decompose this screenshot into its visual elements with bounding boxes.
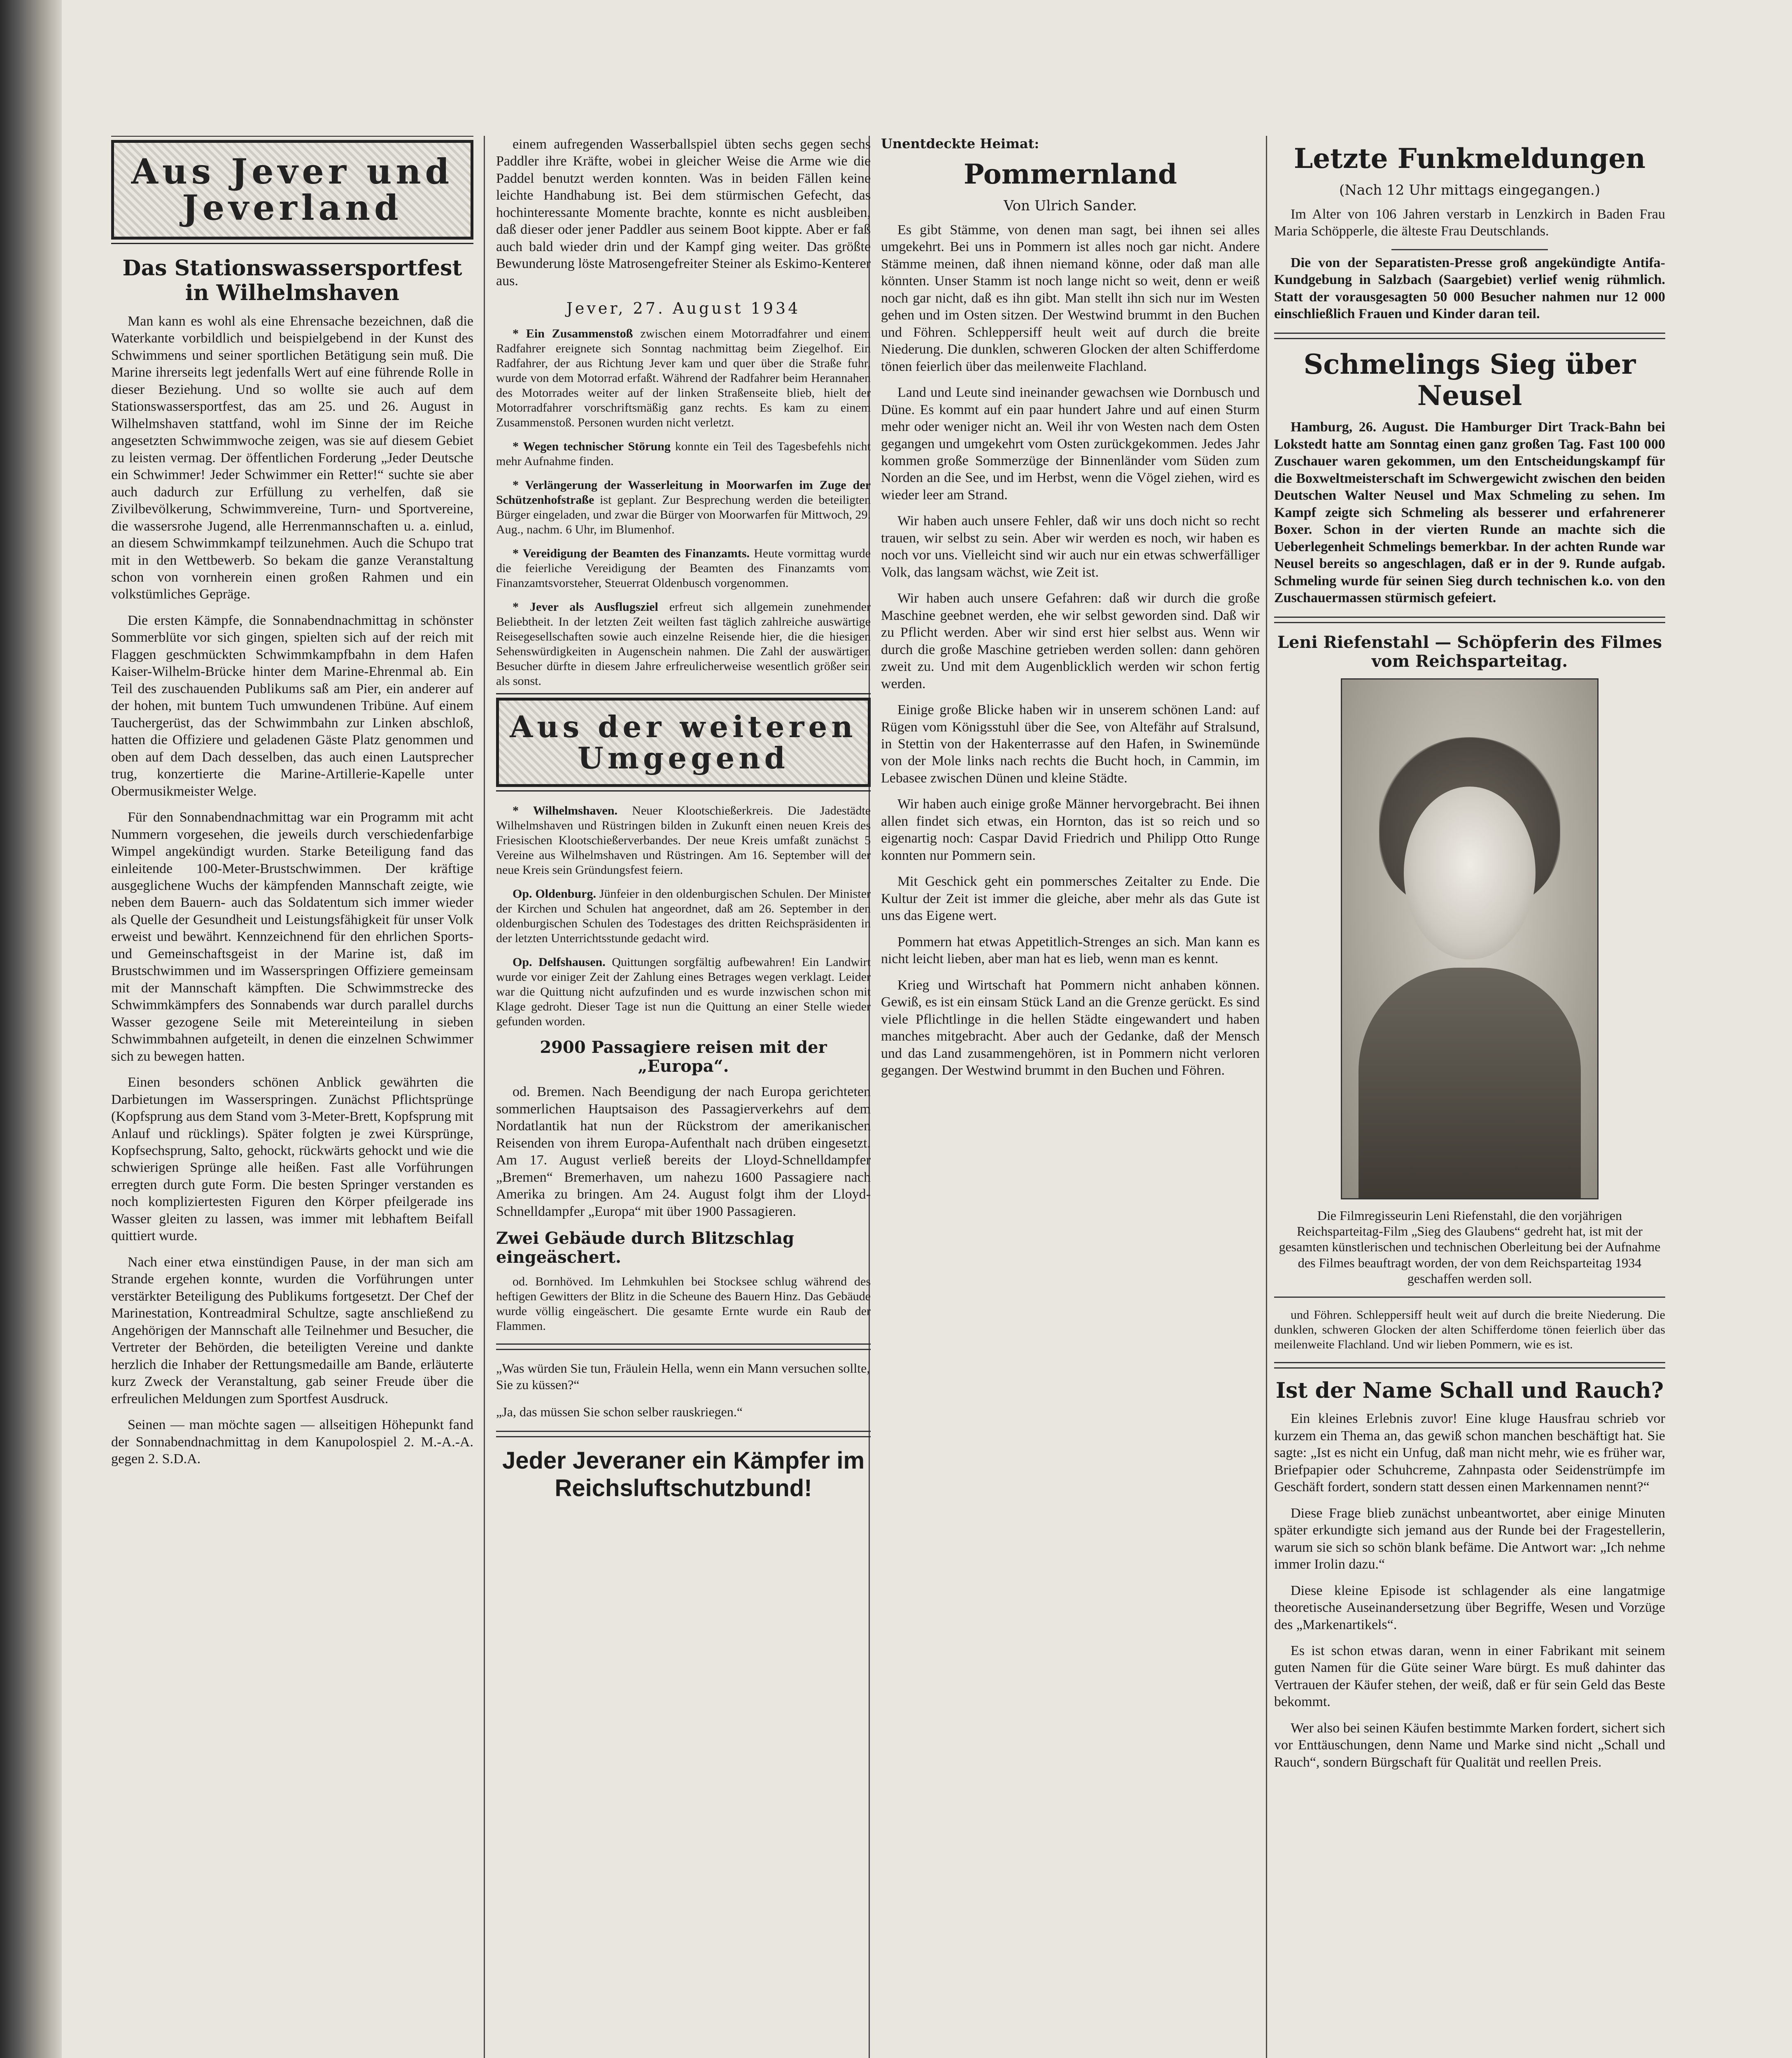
photo-caption: Die Filmregisseurin Leni Riefenstahl, die den vorjährigen Reichsparteitag-Film „Sieg des Glaubens“ gedreht hat, ist mit der gesamten künstlerischen und technischen Oberleitung bei der Aufnahme des Filmes beauftragt worden, der von dem Reichsparteitag 1934 geschaffen werden soll.: [1279, 1208, 1661, 1286]
essay-paragraph: Ein kleines Erlebnis zuvor! Eine kluge Hausfrau schrieb vor kurzem ein Thema an, das gewiß schon manchen beschäftigt hat. Sie sagte: „Ist es nicht ein Unfug, daß man nicht mehr, wie es früher war, Briefpapier oder Schuhcreme, Zahnpasta oder Seidenstrümpfe im Geschäft fordert, sondern statt dessen einen Markennamen nennt?“: [1274, 1411, 1665, 1495]
feature-paragraph: Wir haben auch einige große Männer hervorgebracht. Bei ihnen allen findet sich etwas, ein Hornton, das ist so reich und so eigenartig noch: Caspar David Friedrich und Philipp Otto Runge konnten nur Pommern sein.: [881, 796, 1260, 863]
news-note-text: Heute vormittag wurde die feierliche Vereidigung der Beamten des Finanzamts vom Finanzamtsvorsteher, Steuerrat Oldenbusch vorgenommen.: [496, 547, 871, 590]
news-note-lead: * Jever als Ausflugsziel: [513, 600, 658, 614]
article-paragraph: einem aufregenden Wasserballspiel übten sechs gegen sechs Paddler ihre Kräfte, wobei in gleicher Weise die Arme wie die Paddel benutzt werden konnten. Was in beiden Fällen keine leichte Handhabung ist. Bei dem stürmischen Gefecht, das hochinteressante Momente brachte, konnte es nicht ausbleiben, daß dieser oder jener Paddler aus seinem Boot kippte. Aber er faß auch bald wieder drin und der Kampf ging weiter. Das größte Bewunderung löste Matrosengefreiter Steiner als Eskimo-Kenterer aus.: [496, 137, 871, 289]
continued-text: und Föhren. Schleppersiff heult weit auf durch die breite Niederung. Die dunklen, schweren Glocken der alten Schifferdome tönen feierlich über das meilenweite Flachland. Und wir lieben Pommern, wie es ist.: [1274, 1308, 1665, 1351]
region-note-lead: * Wilhelmshaven.: [513, 804, 618, 818]
news-note-text: erfreut sich allgemein zunehmender Beliebtheit. In der letzten Zeit weilten fast täglich zahlreiche auswärtige Reisegesellschaften sowie auch einzelne Reisende hier, die die hiesigen Sehenswürdigkeiten in Augenschein nahmen. Die Zahl der auswärtigen Besucher dürfte in diesem Jahre erfreulicherweise wesentlich größer sein als sonst.: [496, 600, 871, 688]
divider: [496, 1343, 871, 1350]
section-masthead: Aus Jever und Jeverland: [111, 140, 473, 240]
column-latest-news: [1274, 136, 1665, 2058]
slogan-banner: Jeder Jeveraner ein Kämpfer im Reichsluftschutzbund!: [502, 1447, 865, 1502]
news-note-lead: * Wegen technischer Störung: [513, 440, 671, 454]
region-note-text: Neuer Klootschießerkreis. Die Jadestädte Wilhelmshaven und Rüstringen bilden in Zukunft einen neuen Kreis des Friesischen Klootschießerverbandes. Der neue Kreis umfaßt zunächst 5 Vereine aus Wilhelmshaven und Rüstringen. Am 16. September will der neue Kreis sein Gründungsfest feiern.: [496, 804, 871, 877]
portrait-photo: [1341, 678, 1599, 1199]
region-note: [496, 955, 871, 1029]
feature-byline: Von Ulrich Sander.: [1004, 197, 1137, 214]
divider: [496, 1431, 871, 1437]
divider: [1391, 249, 1548, 250]
fire-body: od. Bornhöved. Im Lehmkuhlen bei Stocksee schlug während des heftigen Gewitters der Blitz in die Scheune des Bauern Hinz. Das Gebäude wurde völlig eingeäschert. Die gesamte Ernte wurde ein Raub der Flammen.: [496, 1275, 871, 1333]
dateline: Jever, 27. August 1934: [566, 299, 801, 318]
book-binding: [0, 0, 62, 2058]
feature-paragraph: Land und Leute sind ineinander gewachsen wie Dornbusch und Düne. Es kommt auf ein paar hundert Jahre und auf einen Sturm mehr oder weniger nicht an. Weil ihr von Westen nach dem Osten gegangen und umgekehrt vom Osten zurückgekommen. Jedes Jahr kommen große Sommerzüge der Binnenländer vom Süden zum Norden an die See, und im Herbst, wenn die Vögel ziehen, wird es wieder leer am Strand.: [881, 385, 1260, 503]
column-rule: [484, 136, 485, 2058]
feature-paragraph: Einige große Blicke haben wir in unserem schönen Land: auf Rügen vom Königsstuhl über die See, von Altefähr auf Stralsund, in Stettin von der Hakenterrasse auf den Hafen, in Swinemünde von der Mole links nach rechts die Bucht hoch, in Cammin, im Lebasee zwischen Dünen und kleine Städte.: [881, 702, 1260, 786]
article-headline: Das Stationswassersportfest in Wilhelmshaven: [122, 256, 462, 306]
essay-paragraph: Es ist schon etwas daran, wenn in einer Fabrikant mit seinem guten Namen für die Güte seiner Ware bürgt. Es muß dahinter das Vertrauen der Käufer stehen, der weiß, daß er für sein Geld das Beste bekommt.: [1274, 1643, 1665, 1710]
region-note-lead: Op. Oldenburg.: [513, 887, 596, 901]
news-note-text: ist geplant. Zur Besprechung werden die beteiligten Bürger eingeladen, und zwar die Bürger von Moorwarfen für Mittwoch, 29. Aug., nachm. 6 Uhr, im Blumenhof.: [496, 493, 871, 537]
latest-paragraph: Im Alter von 106 Jahren verstarb in Lenzkirch in Baden Frau Maria Schöpperle, die älteste Frau Deutschlands.: [1274, 206, 1665, 239]
news-note: [496, 326, 871, 430]
region-note: [496, 803, 871, 878]
divider: [1274, 1297, 1665, 1298]
news-note-lead: * Ein Zusammenstoß: [513, 327, 633, 341]
essay-headline: Ist der Name Schall und Rauch?: [1275, 1378, 1664, 1403]
region-note-lead: Op. Delfshausen.: [513, 955, 606, 969]
fire-headline: Zwei Gebäude durch Blitzschlag eingeäschert.: [496, 1229, 795, 1267]
region-note: [496, 887, 871, 946]
essay-paragraph: Diese kleine Episode ist schlagender als eine langatmige theoretische Auseinandersetzung über Begriffe, Wesen und Vorzüge des „Markenartikels“.: [1274, 1583, 1665, 1632]
region-note-text: Jünfeier in den oldenburgischen Schulen. Der Minister der Kirchen und Schulen hat angeordnet, daß am 26. September in den oldenburgischen Schulen des Todestages des dritten Reichspräsidenten in der letzten Unterrichtsstunde gedacht wird.: [496, 887, 871, 945]
article-paragraph: Die ersten Kämpfe, die Sonnabendnachmittag in schönster Sommerblüte vor sich gingen, spielten sich auf der reich mit Flaggen geschmückten Schwimmkampfbahn in dem Hafen Kaiser-Wilhelm-Brücke hinter dem Marine-Ehrenmal ab. Ein Teil des zuschauenden Publikums saß am Pier, ein anderer auf der hohen, mit buntem Tuch umwundenen Tribüne. Auf einem Tauchergerüst, das der Schwimmbahn zur Linken abschloß, hatten die Offiziere und geladenen Gäste Platz genommen und oben auf dem Dach desselben, das auch einen Lautsprecher trug, konzertierte die Marine-Artillerie-Kapelle unter Obermusikmeister Welge.: [111, 612, 473, 799]
boxing-headline: Schmelings Sieg über Neusel: [1303, 348, 1636, 412]
news-note: [496, 546, 871, 591]
joke-line: „Ja, das müssen Sie schon selber rauskriegen.“: [496, 1404, 743, 1420]
feature-paragraph: Wir haben auch unsere Fehler, daß wir uns doch nicht so recht trauen, wir selbst zu sein. Aber wir werden es noch, wir haben es noch vor uns. Vielleicht sind wir auch nur ein etwas schwerfälliger Volk, das langsam wächst, wie Zeit ist.: [881, 513, 1260, 580]
news-note: [496, 439, 871, 469]
news-note-text: konnte ein Teil des Tagesbefehls nicht mehr Aufnahme finden.: [496, 440, 871, 468]
essay-paragraph: Diese Frage blieb zunächst unbeantwortet, aber einige Minuten später erkundigte sich jemand aus der Runde bei der Fragestellerin, warum sie sich so schön blank befäme. Die Antwort war: „Ich nehme immer Irolin dazu.“: [1274, 1505, 1665, 1572]
latest-headline: Letzte Funkmeldungen: [1293, 142, 1646, 175]
divider: [1274, 1362, 1665, 1369]
feature-paragraph: Wir haben auch unsere Gefahren: daß wir durch die große Maschine geebnet werden, ehe wir selbst geworden sind. Daß wir zu Pflicht werden. Aber wir sind erst hier selbst aus. Wenn wir durch die große Maschine getrieben werden sollen: dann gehören zweit zu. Und mit dem Augenblicklich werden wir schon fertig werden.: [881, 591, 1260, 691]
column-local-notes: [496, 136, 871, 2058]
feature-paragraph: Pommern hat etwas Appetitlich-Strenges an sich. Man kann es nicht leicht lieben, aber man hat es lieb, wenn man es kennt.: [881, 934, 1260, 967]
article-paragraph: Einen besonders schönen Anblick gewährten die Darbietungen im Wasserspringen. Zunächst Pflichtsprünge (Kopfsprung aus dem Stand vom 3-Meter-Brett, Kopfsprung mit Anlauf und rücklings). Später folgten je zwei Kürsprünge, Kopfsechsprung, Salto, gehockt, rückwärts gehockt und wie die schwierigen Sprünge alle heißen. Fast alle Vorführungen erregten durch gute Form. Die besten Springer verstanden es noch kompliziertesten Figuren den Körper pfeilgerade ins Wasser gleiten zu lassen, was immer mit lebhaftem Beifall quittiert wurde.: [111, 1075, 473, 1244]
column-rule: [1266, 136, 1267, 2058]
column-feature: [881, 136, 1260, 2058]
photo-shoulders: [1359, 968, 1581, 1198]
article-paragraph: Nach einer etwa einstündigen Pause, in der man sich am Strande ergehen konnte, wurden die Vorführungen unter verstärkter Beteiligung des Publikums fortgesetzt. Der Chef der Marinestation, Kontreadmiral Schultze, sagte anschließend zu Angehörigen der Mannschaft alle Teilnehmer und Besucher, die Vertreter der Behörden, die beteiligten Vereine und dankte herzlich die Inhaber der Rettungsmedaille am Bande, erläuterte kurz Zweck der Veranstaltung, gab seiner Freude über die erfreulichen Meldungen zum Sportfest Ausdruck.: [111, 1254, 473, 1406]
feature-headline: Pommernland: [963, 158, 1177, 190]
feature-paragraph: Es gibt Stämme, von denen man sagt, bei ihnen sei alles umgekehrt. Bei uns in Pommern ist alles noch gar nicht. Andere Stämme meinen, daß ihnen niemand könne, oder daß man alle könnten. Unser Stamm ist noch lange nicht so weit, denn er weiß noch gar nicht, daß es ihn gibt. Man stellt ihn sich nur im Westen gehen und im Osten sitzen. Der Westwind brummt in den Buchen und Föhren. Schleppersiff heult weit auf durch die breite Niederung. Die dunklen, schweren Glocken der alten Schifferdome tönen feierlich über das meilenweite Flachland.: [881, 222, 1260, 374]
essay-paragraph: Wer also bei seinen Käufen bestimmte Marken fordert, sichert sich vor Enttäuschungen, denn Name und Marke sind nicht „Schall und Rauch“, sondern Bürgschaft für Qualität und reellen Preis.: [1274, 1720, 1665, 1770]
boxing-body: Hamburg, 26. August. Die Hamburger Dirt Track-Bahn bei Lokstedt hatte am Sonntag einen ganz großen Tag. Fast 100 000 Zuschauer waren gekommen, um den Entscheidungskampf für die Boxweltmeisterschaft im Schwergewicht zwischen den beiden Deutschen Walter Neusel und Max Schmeling zu sehen. Im Kampf zeigte sich Schmeling als besserer und erfahrenerer Boxer. Schon in der vierten Runde an machte sich die Ueberlegenheit Schmelings bemerkbar. In der achten Runde war Neusel bereits so angeschlagen, daß er in der 9. Runde aufgab. Schmeling wurde für seinen Sieg durch technischen k.o. von den Zuschauermassen stürmisch gefeiert.: [1274, 419, 1665, 606]
feature-kicker: Unentdeckte Heimat:: [881, 136, 1039, 151]
news-note-lead: * Verlängerung der Wasserleitung in Moorwarfen im Zuge der Schützenhofstraße: [496, 478, 871, 507]
latest-subline: (Nach 12 Uhr mittags eingegangen.): [1339, 182, 1600, 198]
article-paragraph: Seinen — man möchte sagen — allseitigen Höhepunkt fand der Sonnabendnachmittag in dem Kanupolospiel 2. M.-A.-A. gegen 2. S.D.A.: [111, 1417, 473, 1467]
news-note: [496, 600, 871, 689]
latest-paragraph: Die von der Separatisten-Presse groß angekündigte Antifa-Kundgebung in Salzbach (Saargebiet) verlief wenig rühmlich. Statt der vorausgesagten 50 000 Besucher nahmen nur 12 000 einschließlich Frauen und Kinder daran teil.: [1274, 255, 1665, 322]
article-paragraph: Für den Sonnabendnachmittag war ein Programm mit acht Nummern vorgesehen, die jeweils durch verschiedenfarbige Wimpel angekündigt wurden. Starke Beteiligung fand das einleitende 100-Meter-Brustschwimmen. Der kräftige ausgeglichene Wuchs der kämpfenden Mannschaft zeigte, wie neben dem Bauern- auch das Soldatentum sich immer wieder als Quelle der Gesundheit und Leistungsfähigkeit für unser Volk erweist und bewährt. Kennzeichnend für den ehrlichen Sports- und Gemeinschaftsgeist in der Marine ist, daß im Brustschwimmen und im Wasserspringen Offiziere gemeinsam mit der Mannschaft kämpften. Die Schwimmstrecke des Schwimmkämpfers des Sonnabends war durch parallel durchs Wasser gezogene Seile mit Metereinteilung in sieben Schwimmbahnen aufgeteilt, in denen die einzelnen Schwimmer sich zu bewegen hatten.: [111, 810, 473, 1064]
photo-title: Leni Riefenstahl — Schöpferin des Filmes vom Reichsparteitag.: [1277, 632, 1662, 671]
region-note-text: Quittungen sorgfältig aufbewahren! Ein Landwirt wurde vor einiger Zeit der Zahlung eines Betrages wegen verklagt. Leider war die Quittung nicht aufzufinden und es wurde inzwischen schon mit Klage gedroht. Dieser Tage ist nun die Quittung an einer Stelle wieder gefunden worden.: [496, 955, 871, 1029]
divider: [1274, 333, 1665, 339]
feature-paragraph: Mit Geschick geht ein pommersches Zeitalter zu Ende. Die Kultur der Zeit ist immer die gleiche, aber mehr als das Gute ist uns das Eigene wert.: [881, 874, 1260, 924]
news-note-text: zwischen einem Motorradfahrer und einem Radfahrer ereignete sich Sonntag nachmittag beim Ziegelhof. Ein Radfahrer, der aus Richtung Jever kam und quer über die Straße fuhr, wurde von dem Motorrad erfaßt. Während der Radfahrer beim Herannahen des Motorrades weiter auf der linken Straßenseite blieb, hielt der Motorradfahrer vorschriftsmäßig ganz rechts. Es kam zu einem Zusammenstoß. Personen wurden nicht verletzt.: [496, 327, 871, 430]
newspaper-page: [62, 0, 1792, 2058]
subarticle-body: od. Bremen. Nach Beendigung der nach Europa gerichteten sommerlichen Hauptsaison des Passagierverkehrs auf dem Nordatlantik hat nun der Rückstrom der amerikanischen Reisenden von ihrem Europa-Aufenthalt nach drüben eingesetzt. Am 17. August verließ bereits der Lloyd-Schnelldampfer „Bremen“ Bremerhaven, um nahezu 1600 Passagiere nach Amerika zu bringen. Am 24. August folgt ihm der Lloyd-Schnelldampfer „Europa“ mit über 1900 Passagieren.: [496, 1084, 871, 1219]
divider: [1274, 617, 1665, 623]
news-note-lead: * Vereidigung der Beamten des Finanzamts.: [513, 547, 750, 561]
column-local-news: [111, 136, 473, 2058]
joke-line: „Was würden Sie tun, Fräulein Hella, wenn ein Mann versuchen sollte, Sie zu küssen?“: [496, 1361, 870, 1392]
photo-face: [1404, 787, 1536, 959]
article-paragraph: Man kann es wohl als eine Ehrensache bezeichnen, daß die Waterkante vorbildlich und beispielgebend in der Kunst des Schwimmens und seiner sportlichen Betätigung sein muß. Die Marine ihrerseits legt jedenfalls Wert auf eine führende Rolle in dieser Beziehung. Und so wollte sie auch auf dem Stationswassersportfest, das am 25. und 26. August in Wilhelmshaven stattfand, wohl im Sinne der im Reiche angesetzten Schwimmwoche zeigen, was sie auf diesem Gebiet zu leisten vermag. Der öffentlichen Forderung „Jeder Deutsche ein Schwimmer! Jeder Schwimmer ein Retter!“ suchte sie aber auch dadurch zur Erfüllung zu verhelfen, daß sie Zivilbevölkerung, Schwimmvereine, Turn- und Sportvereine, die wassersrohe Jugend, alle Herrenmannschaften u. a. einlud, an diesem Schwimmkampf teilzunehmen. Auch die Schupo trat mit in den Wettbewerb. So bekam die ganze Veranstaltung schon von vornherein einen großen Rahmen und ein volkstümliches Gepräge.: [111, 313, 473, 602]
news-note: [496, 478, 871, 537]
subarticle-headline: 2900 Passagiere reisen mit der „Europa“.: [540, 1038, 827, 1076]
section-box-region: Aus der weiteren Umgegend: [496, 698, 871, 787]
feature-paragraph: Krieg und Wirtschaft hat Pommern nicht anhaben können. Gewiß, es ist ein einsam Stück Land an die Grenze gerückt. Es sind viele Pflichtlinge in die hellen Städte eingewandert und haben manches mitgebracht. Aber auch der Gedanke, daß der Mensch und das Land zusammengehören, ist in Pommern nicht verloren gegangen. Der Westwind brummt in den Buchen und Föhren.: [881, 977, 1260, 1078]
